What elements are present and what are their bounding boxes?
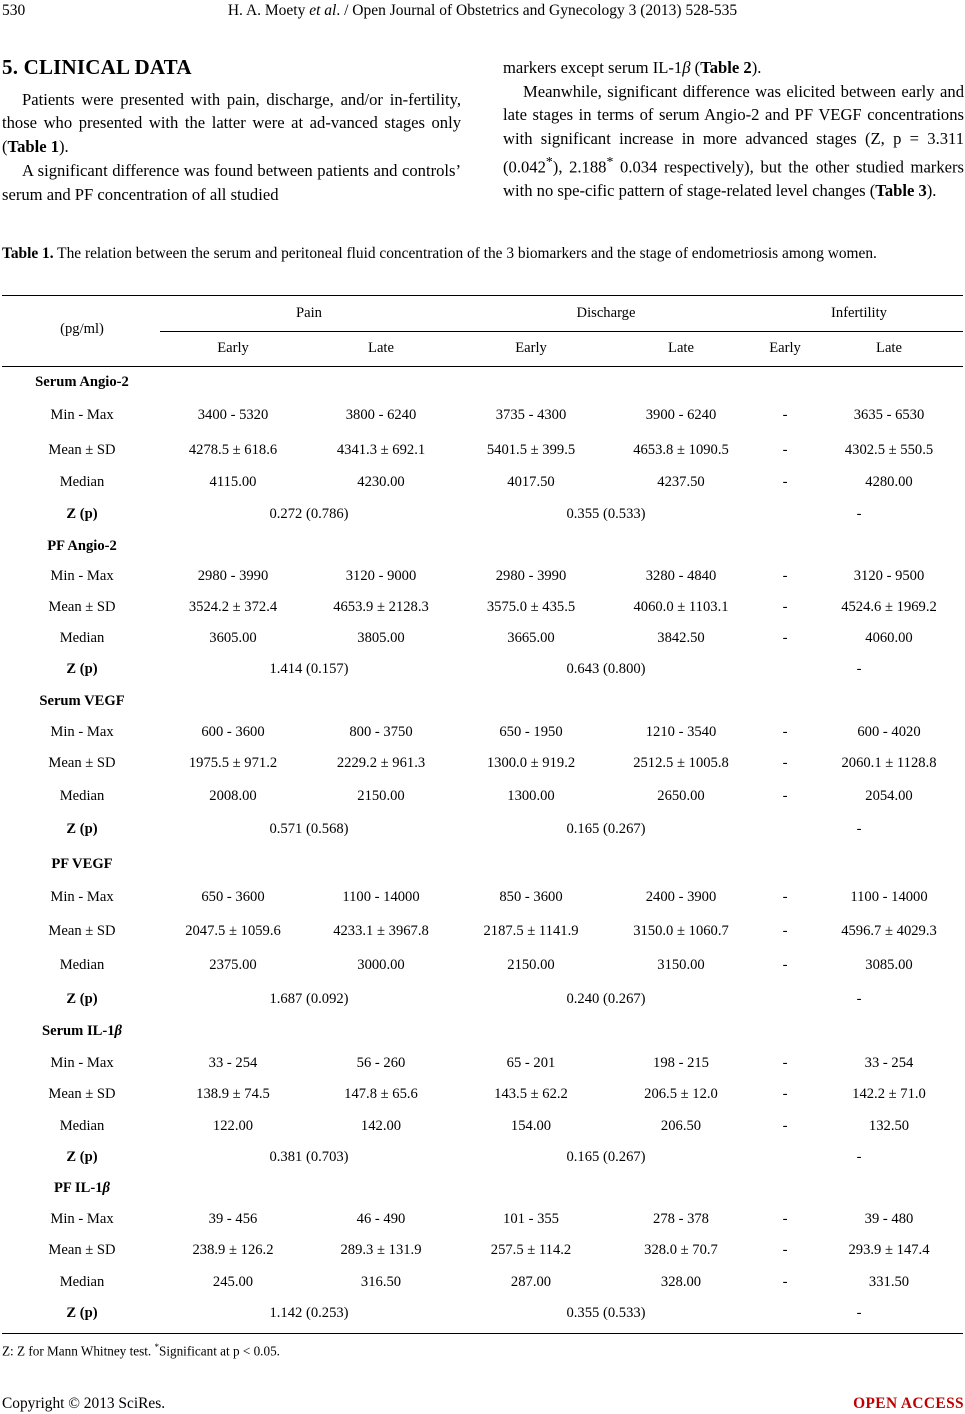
table-cell: 1100 - 14000 [850,889,928,905]
row-label: Mean ± SD [48,755,116,771]
table-cell: 2054.00 [865,788,913,804]
table-cell: 650 - 1950 [499,724,563,740]
table-cell: 2187.5 ± 1141.9 [483,923,579,939]
column-group-header: Discharge [576,305,636,321]
table-cell: 4017.50 [507,474,555,490]
z-value-pain: 0.571 (0.568) [269,821,349,837]
table-cell: 1100 - 14000 [342,889,420,905]
row-label: Mean ± SD [48,1242,116,1258]
table-cell: 46 - 490 [356,1211,406,1227]
table-cell: - [782,889,788,905]
z-value-infertility: - [856,991,862,1007]
z-value-infertility: - [856,506,862,522]
table-cell: 4524.6 ± 1969.2 [841,599,937,615]
table-cell: 600 - 4020 [857,724,921,740]
table-cell: - [782,630,788,646]
table-cell: 2150.00 [507,957,555,973]
z-value-pain: 1.687 (0.092) [269,991,349,1007]
table-cell: 245.00 [212,1274,254,1290]
row-label: Min - Max [50,1055,114,1071]
z-value-discharge: 0.165 (0.267) [566,1149,646,1165]
z-value-pain: 0.272 (0.786) [269,506,349,522]
z-row-label: Z (p) [66,991,98,1007]
table-cell: 2980 - 3990 [197,568,269,584]
z-row-label: Z (p) [66,1305,98,1321]
table-cell: 142.2 ± 71.0 [852,1086,926,1102]
table-cell: 3524.2 ± 372.4 [188,599,278,615]
z-value-infertility: - [856,821,862,837]
table-reference[interactable]: Table 3 [875,181,927,201]
table-cell: 142.00 [360,1118,402,1134]
z-value-discharge: 0.355 (0.533) [566,506,646,522]
table-caption: Table 1. The relation between the serum and peritoneal fluid concentration of the 3 biomarkers and the stage of endometriosis among women. [2,245,877,262]
table-cell: - [782,442,788,458]
paragraph: Meanwhile, significant difference was elicited between early and late stages in terms of serum Angio-2 and PF VEGF concentrations with significant increase in more advanced stages (Z, p = 3.311 (0.042*), 2.188* 0.034 respectively), but the other studied markers with no spe-cific pattern of stage-related level changes (Table 3). [503,81,964,201]
table-cell: 3800 - 6240 [345,407,417,423]
table-cell: 3575.0 ± 435.5 [486,599,576,615]
table-cell: - [782,788,788,804]
column-subheader: Early [217,340,249,356]
table-cell: 2980 - 3990 [495,568,567,584]
table-cell: 33 - 254 [864,1055,914,1071]
table-cell: 600 - 3600 [201,724,265,740]
table-cell: - [782,599,788,615]
table-cell: 154.00 [510,1118,552,1134]
column-subheader: Late [668,340,694,356]
row-label: Min - Max [50,407,114,423]
open-access-label: OPEN ACCESS [853,1395,964,1412]
table-cell: 3635 - 6530 [853,407,925,423]
table-cell: 3000.00 [357,957,405,973]
table-cell: 3900 - 6240 [645,407,717,423]
table-cell: 4278.5 ± 618.6 [188,442,278,458]
z-row-label: Z (p) [66,821,98,837]
section-title: Serum IL-1β [41,1023,123,1039]
table-cell: 122.00 [212,1118,254,1134]
table-cell: - [782,1211,788,1227]
section-title: Serum Angio-2 [35,374,129,390]
table-cell: 33 - 254 [208,1055,258,1071]
table-cell: 4302.5 ± 550.5 [844,442,934,458]
table-cell: - [782,957,788,973]
table-cell: 198 - 215 [653,1055,709,1071]
table-top-rule [2,295,963,296]
table-cell: 800 - 3750 [349,724,413,740]
table-cell: 39 - 480 [864,1211,914,1227]
table-cell: - [782,724,788,740]
row-label: Median [59,788,105,804]
page-footer [2,1395,964,1413]
z-value-infertility: - [856,661,862,677]
column-group-header: Pain [296,305,322,321]
row-label: Median [59,1274,105,1290]
table-cell: 3665.00 [507,630,555,646]
table-group-rule [160,331,963,332]
table-reference[interactable]: Table 2 [700,58,752,77]
table-cell: - [782,1242,788,1258]
column-subheader: Late [368,340,394,356]
table-cell: 39 - 456 [208,1211,258,1227]
table-reference[interactable]: Table 1 [7,136,60,156]
page-number: 530 [2,2,26,19]
table-cell: 5401.5 ± 399.5 [486,442,576,458]
paragraph: Patients were presented with pain, discharge, and/or in-fertility, those who presented with the latter were at ad-vanced stages only (Table 1). [2,89,461,156]
row-label: Median [59,630,105,646]
row-label: Min - Max [50,724,114,740]
table-cell: 1210 - 3540 [645,724,717,740]
table-footnote: Z: Z for Mann Whitney test. *Significant at p < 0.05. [2,1342,280,1359]
column-subheader: Early [515,340,547,356]
table-cell: 206.5 ± 12.0 [644,1086,718,1102]
table-cell: 138.9 ± 74.5 [196,1086,270,1102]
paragraph: A significant difference was found between patients and controls’ serum and PF concentration of all studied [2,161,461,204]
z-value-pain: 0.381 (0.703) [269,1149,349,1165]
table-cell: 3280 - 4840 [645,568,717,584]
table-cell: - [782,474,788,490]
table-cell: 65 - 201 [506,1055,556,1071]
table-cell: 101 - 355 [503,1211,559,1227]
table-cell: 3120 - 9500 [853,568,925,584]
table-cell: 2060.1 ± 1128.8 [841,755,937,771]
table-cell: 3605.00 [209,630,257,646]
z-row-label: Z (p) [66,506,98,522]
table-cell: 1300.0 ± 919.2 [486,755,576,771]
table-cell: 850 - 3600 [499,889,563,905]
table-cell: 3400 - 5320 [197,407,269,423]
row-label: Median [59,1118,105,1134]
section-title: PF VEGF [51,856,113,872]
table-cell: 4237.50 [657,474,705,490]
table-cell: 4653.8 ± 1090.5 [633,442,729,458]
table-cell: - [782,1274,788,1290]
table-cell: 2150.00 [357,788,405,804]
table-cell: 4341.3 ± 692.1 [336,442,426,458]
row-label: Min - Max [50,568,114,584]
table-bottom-rule [2,1333,963,1334]
column-header-unit: (pg/ml) [60,321,104,337]
z-value-infertility: - [856,1305,862,1321]
journal-citation: H. A. Moety et al. / Open Journal of Obstetrics and Gynecology 3 (2013) 528-535 [227,2,738,19]
table-cell: 147.8 ± 65.6 [344,1086,418,1102]
table-cell: 4233.1 ± 3967.8 [333,923,429,939]
table-cell: 238.9 ± 126.2 [192,1242,274,1258]
z-row-label: Z (p) [66,1149,98,1165]
table-cell: 316.50 [360,1274,402,1290]
table-cell: - [782,1118,788,1134]
table-cell: 3120 - 9000 [345,568,417,584]
table-cell: 2229.2 ± 961.3 [336,755,426,771]
table-cell: 328.0 ± 70.7 [644,1242,718,1258]
copyright-notice: Copyright © 2013 SciRes. [2,1395,166,1412]
table-cell: 257.5 ± 114.2 [490,1242,572,1258]
z-row-label: Z (p) [66,661,98,677]
table-cell: 2400 - 3900 [645,889,717,905]
table-cell: 650 - 3600 [201,889,265,905]
row-label: Median [59,957,105,973]
table-cell: - [782,1055,788,1071]
paragraph: markers except serum IL-1β (Table 2). [503,58,762,77]
table-cell: - [782,1086,788,1102]
table-cell: 1975.5 ± 971.2 [188,755,278,771]
column-subheader: Early [769,340,801,356]
table-cell: 4596.7 ± 4029.3 [841,923,937,939]
table-cell: 1300.00 [507,788,555,804]
row-label: Min - Max [50,1211,114,1227]
table-cell: 3805.00 [357,630,405,646]
table-header-rule [2,366,963,367]
table-cell: 3735 - 4300 [495,407,567,423]
table-cell: 4060.00 [865,630,913,646]
table-cell: 3150.0 ± 1060.7 [633,923,729,939]
table-cell: 2512.5 ± 1005.8 [633,755,729,771]
column-subheader: Late [876,340,902,356]
z-value-discharge: 0.165 (0.267) [566,821,646,837]
table-cell: 2047.5 ± 1059.6 [185,923,281,939]
section-heading: 5. CLINICAL DATA [2,55,192,79]
z-value-pain: 1.142 (0.253) [269,1305,349,1321]
table-cell: 287.00 [510,1274,552,1290]
table-cell: 328.00 [660,1274,702,1290]
table-cell: 2375.00 [209,957,257,973]
table-cell: 3842.50 [657,630,705,646]
table-cell: - [782,923,788,939]
z-value-discharge: 0.240 (0.267) [566,991,646,1007]
z-value-discharge: 0.355 (0.533) [566,1305,646,1321]
table-cell: 206.50 [660,1118,702,1134]
table-cell: - [782,568,788,584]
column-group-header: Infertility [831,305,887,321]
table-cell: 143.5 ± 62.2 [494,1086,568,1102]
table-cell: 4060.0 ± 1103.1 [633,599,729,615]
section-title: PF IL-1β [54,1180,110,1196]
table-cell: 3150.00 [657,957,705,973]
z-value-infertility: - [856,1149,862,1165]
table-cell: 331.50 [868,1274,910,1290]
row-label: Mean ± SD [48,1086,116,1102]
table-cell: 4653.9 ± 2128.3 [333,599,429,615]
section-title: Serum VEGF [39,693,125,709]
table-cell: 132.50 [868,1118,910,1134]
table-cell: 2650.00 [657,788,705,804]
table-cell: 4115.00 [209,474,257,490]
table-cell: 4230.00 [357,474,405,490]
z-value-pain: 1.414 (0.157) [269,661,349,677]
section-title: PF Angio-2 [47,538,117,554]
row-label: Mean ± SD [48,923,116,939]
table-cell: 56 - 260 [356,1055,406,1071]
row-label: Mean ± SD [48,599,116,615]
table-cell: 293.9 ± 147.4 [848,1242,930,1258]
row-label: Mean ± SD [48,442,116,458]
table-cell: - [782,755,788,771]
table-cell: 3085.00 [865,957,913,973]
table-cell: 4280.00 [865,474,913,490]
table-cell: 278 - 378 [653,1211,709,1227]
row-label: Median [59,474,105,490]
table-cell: 2008.00 [209,788,257,804]
z-value-discharge: 0.643 (0.800) [566,661,646,677]
table-cell: - [782,407,788,423]
table-cell: 289.3 ± 131.9 [340,1242,422,1258]
row-label: Min - Max [50,889,114,905]
